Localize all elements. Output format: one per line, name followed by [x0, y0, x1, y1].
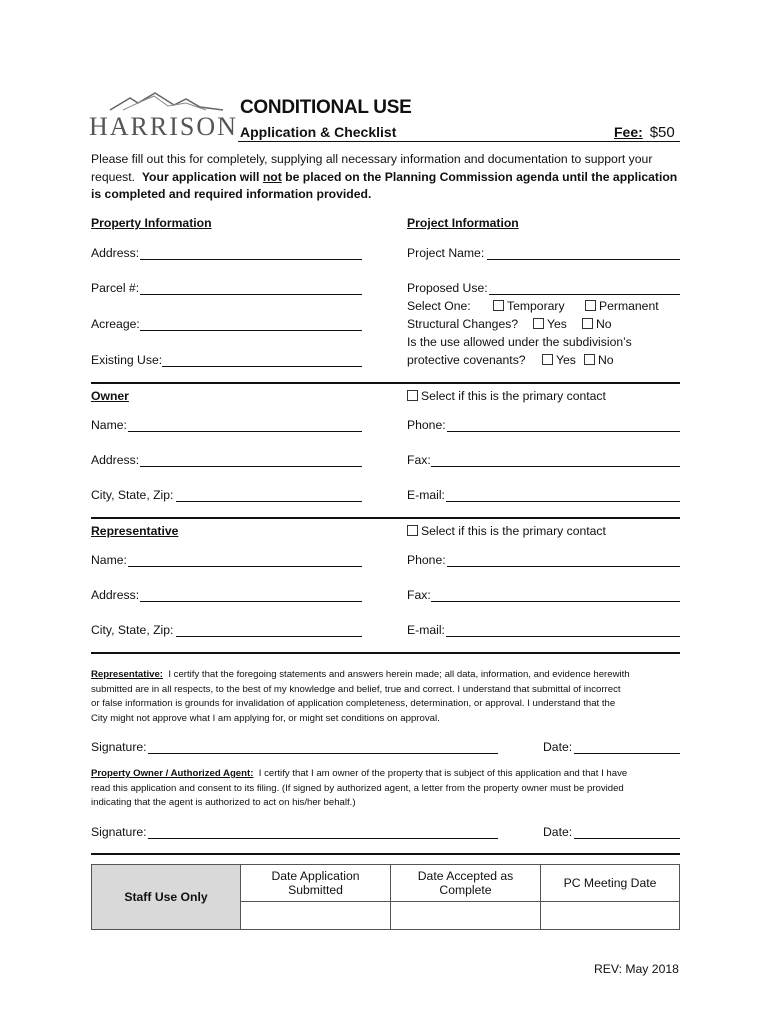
staff-use-table: [91, 864, 680, 930]
page-subtitle: Application & Checklist: [240, 124, 397, 140]
parcel-field[interactable]: [140, 294, 362, 295]
owner-primary-contact-option[interactable]: Select if this is the primary contact: [407, 389, 606, 403]
owner-city-label: City, State, Zip:: [91, 488, 174, 502]
date-accepted-cell[interactable]: [391, 902, 541, 930]
covenant-question-line1: Is the use allowed under the subdivision’s: [407, 335, 632, 349]
rep-name-label: Name:: [91, 553, 127, 567]
owner-fax-field[interactable]: [431, 466, 680, 467]
rep-signature-field[interactable]: [148, 753, 498, 754]
checkbox-icon[interactable]: [533, 318, 544, 329]
checkbox-icon[interactable]: [584, 354, 595, 365]
section-divider: [91, 382, 680, 384]
rep-address-field[interactable]: [140, 601, 362, 602]
covenant-question-line2: protective covenants?: [407, 353, 526, 367]
checkbox-icon[interactable]: [493, 300, 504, 311]
acreage-field[interactable]: [140, 330, 362, 331]
section-divider: [91, 652, 680, 654]
owner-fax-label: Fax:: [407, 453, 431, 467]
structural-changes-label: Structural Changes?: [407, 317, 519, 331]
rep-fax-field[interactable]: [431, 601, 680, 602]
owner-email-field[interactable]: [446, 501, 680, 502]
structural-yes-option[interactable]: Yes: [533, 317, 567, 331]
owner-date-field[interactable]: [574, 838, 680, 839]
checkbox-icon[interactable]: [407, 525, 418, 536]
owner-address-field[interactable]: [140, 466, 362, 467]
rep-phone-label: Phone:: [407, 553, 446, 567]
fee-label: Fee: $50: [614, 124, 675, 141]
owner-phone-field[interactable]: [447, 431, 680, 432]
representative-certification: Representative: I certify that the foregoing statements and answers herein made; all data, information, and evidence herewith submitted are in all respects, to the best of my knowledge and belief, true and correct. I understand that submittal of incorrect or false information is grounds for invalidation of application completeness, determination, or approval. I understand that the City might not approve what I am applying for, or might set conditions on approval.: [91, 669, 630, 724]
rep-city-label: City, State, Zip:: [91, 623, 174, 637]
owner-name-label: Name:: [91, 418, 127, 432]
owner-phone-label: Phone:: [407, 418, 446, 432]
rep-address-label: Address:: [91, 588, 140, 602]
representative-heading: Representative: [91, 524, 179, 538]
revision-note: REV: May 2018: [594, 962, 679, 976]
owner-email-label: E-mail:: [407, 488, 445, 502]
pc-meeting-date-header: PC Meeting Date: [541, 865, 680, 902]
existing-use-label: Existing Use:: [91, 353, 163, 367]
date-submitted-cell[interactable]: [241, 902, 391, 930]
checkbox-icon[interactable]: [582, 318, 593, 329]
staff-use-label: Staff Use Only: [92, 865, 241, 930]
property-info-heading: Property Information: [91, 216, 212, 230]
section-divider: [91, 853, 680, 855]
covenant-no-option[interactable]: No: [584, 353, 614, 367]
rep-signature-label: Signature:: [91, 740, 147, 754]
rep-primary-contact-option[interactable]: Select if this is the primary contact: [407, 524, 606, 538]
section-divider: [91, 517, 680, 519]
intro-text: Please fill out this for completely, supplying all necessary information and documentation to support your request. Your application will not be placed on the Planning Commission agenda until the application is completed and required information provided.: [91, 152, 678, 201]
rep-phone-field[interactable]: [447, 566, 680, 567]
date-accepted-header: Date Accepted as Complete: [391, 865, 541, 902]
checkbox-icon[interactable]: [407, 390, 418, 401]
title-rule: [238, 141, 680, 142]
owner-certification: Property Owner / Authorized Agent: I certify that I am owner of the property that is subject of this application and that I have read this application and consent to its filing. (If signed by authorized agent, a letter from the property owner must be provided indicating that the agent is authorized to act on his/her behalf.): [91, 768, 628, 809]
mountain-logo-icon: [88, 90, 238, 112]
owner-name-field[interactable]: [128, 431, 362, 432]
owner-date-label: Date:: [543, 825, 573, 839]
owner-signature-label: Signature:: [91, 825, 147, 839]
rep-name-field[interactable]: [128, 566, 362, 567]
parcel-label: Parcel #:: [91, 281, 140, 295]
rep-email-field[interactable]: [446, 636, 680, 637]
rep-email-label: E-mail:: [407, 623, 445, 637]
select-one-label: Select One:: [407, 299, 471, 313]
permanent-option[interactable]: Permanent: [585, 299, 659, 313]
checkbox-icon[interactable]: [542, 354, 553, 365]
pc-meeting-date-cell[interactable]: [541, 902, 680, 930]
temporary-option[interactable]: Temporary: [493, 299, 565, 313]
project-name-field[interactable]: [487, 259, 680, 260]
rep-date-field[interactable]: [574, 753, 680, 754]
owner-signature-field[interactable]: [148, 838, 498, 839]
covenant-yes-option[interactable]: Yes: [542, 353, 576, 367]
property-address-label: Address:: [91, 246, 140, 260]
proposed-use-label: Proposed Use:: [407, 281, 488, 295]
logo-text: HARRISON: [89, 112, 238, 141]
property-address-field[interactable]: [140, 259, 362, 260]
acreage-label: Acreage:: [91, 317, 140, 331]
page-title: CONDITIONAL USE: [240, 97, 412, 118]
checkbox-icon[interactable]: [585, 300, 596, 311]
project-name-label: Project Name:: [407, 246, 485, 260]
project-info-heading: Project Information: [407, 216, 519, 230]
proposed-use-field[interactable]: [489, 294, 680, 295]
rep-city-field[interactable]: [176, 636, 362, 637]
owner-address-label: Address:: [91, 453, 140, 467]
date-submitted-header: Date Application Submitted: [241, 865, 391, 902]
existing-use-field[interactable]: [162, 366, 362, 367]
rep-date-label: Date:: [543, 740, 573, 754]
owner-heading: Owner: [91, 389, 129, 403]
structural-no-option[interactable]: No: [582, 317, 612, 331]
owner-city-field[interactable]: [176, 501, 362, 502]
rep-fax-label: Fax:: [407, 588, 431, 602]
